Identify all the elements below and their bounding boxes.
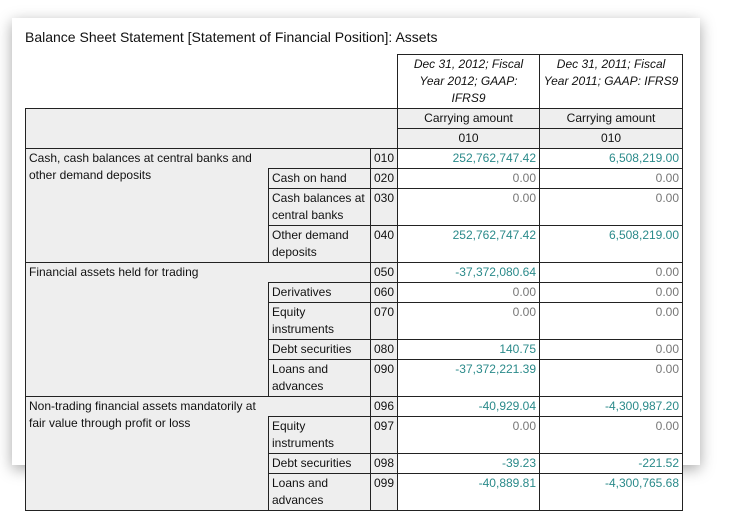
row-code: 030 (371, 189, 398, 226)
sub-label: Cash balances at central banks (269, 189, 371, 226)
row-code: 070 (371, 303, 398, 340)
value-cell[interactable]: 0.00 (540, 417, 683, 454)
row-code: 050 (371, 263, 398, 283)
value-cell[interactable]: -37,372,221.39 (398, 360, 540, 397)
row-code: 098 (371, 454, 398, 474)
table-row (26, 263, 683, 283)
table-row (26, 149, 683, 169)
statement-card (12, 18, 700, 507)
value-cell[interactable]: 0.00 (398, 189, 540, 226)
value-cell[interactable]: 140.75 (398, 340, 540, 360)
assets-table (25, 54, 683, 511)
page-title: Balance Sheet Statement [Statement of Financial Position]: Assets (25, 29, 438, 45)
row-code: 060 (371, 283, 398, 303)
value-cell[interactable]: -4,300,765.68 (540, 474, 683, 511)
group-label: Financial assets held for trading (26, 263, 269, 397)
row-code: 080 (371, 340, 398, 360)
row-code: 040 (371, 226, 398, 263)
value-cell[interactable]: -40,929.04 (398, 397, 540, 417)
sub-label: Equity instruments (269, 303, 371, 340)
sub-label: Loans and advances (269, 474, 371, 511)
row-code: 020 (371, 169, 398, 189)
sub-label-empty (269, 397, 371, 417)
table-row (26, 397, 683, 417)
sub-label: Cash on hand (269, 169, 371, 189)
sub-label: Debt securities (269, 340, 371, 360)
value-cell[interactable]: 0.00 (540, 169, 683, 189)
column-code: 010 (398, 129, 540, 149)
value-cell[interactable]: -40,889.81 (398, 474, 540, 511)
value-cell[interactable]: -39.23 (398, 454, 540, 474)
group-label: Cash, cash balances at central banks and other demand deposits (26, 149, 269, 263)
value-cell[interactable]: 252,762,747.42 (398, 149, 540, 169)
row-code: 010 (371, 149, 398, 169)
value-cell[interactable]: 0.00 (398, 303, 540, 340)
value-cell[interactable]: -37,372,080.64 (398, 263, 540, 283)
value-cell[interactable]: 0.00 (540, 283, 683, 303)
value-cell[interactable]: 6,508,219.00 (540, 226, 683, 263)
sub-label-empty (269, 149, 371, 169)
row-code: 097 (371, 417, 398, 454)
value-cell[interactable]: 252,762,747.42 (398, 226, 540, 263)
sub-label: Debt securities (269, 454, 371, 474)
sub-label: Other demand deposits (269, 226, 371, 263)
measure-header-row (26, 109, 683, 129)
value-cell[interactable]: -4,300,987.20 (540, 397, 683, 417)
value-cell[interactable]: 0.00 (540, 303, 683, 340)
value-cell[interactable]: 0.00 (540, 360, 683, 397)
value-cell[interactable]: 0.00 (540, 263, 683, 283)
sub-label-empty (269, 263, 371, 283)
group-label: Non-trading financial assets mandatorily at fair value through profit or loss (26, 397, 269, 511)
value-cell[interactable]: 0.00 (540, 189, 683, 226)
column-code: 010 (540, 129, 683, 149)
value-cell[interactable]: 0.00 (398, 169, 540, 189)
sub-label: Equity instruments (269, 417, 371, 454)
period-header: Dec 31, 2011; Fiscal Year 2011; GAAP: IFRS9 (540, 55, 683, 109)
period-header-row (26, 55, 683, 109)
measure-header: Carrying amount (540, 109, 683, 129)
value-cell[interactable]: 6,508,219.00 (540, 149, 683, 169)
row-code: 096 (371, 397, 398, 417)
value-cell[interactable]: -221.52 (540, 454, 683, 474)
value-cell[interactable]: 0.00 (398, 417, 540, 454)
measure-header: Carrying amount (398, 109, 540, 129)
value-cell[interactable]: 0.00 (540, 340, 683, 360)
period-header: Dec 31, 2012; Fiscal Year 2012; GAAP: IFRS9 (398, 55, 540, 109)
row-code: 090 (371, 360, 398, 397)
value-cell[interactable]: 0.00 (398, 283, 540, 303)
sub-label: Derivatives (269, 283, 371, 303)
row-code: 099 (371, 474, 398, 511)
sub-label: Loans and advances (269, 360, 371, 397)
